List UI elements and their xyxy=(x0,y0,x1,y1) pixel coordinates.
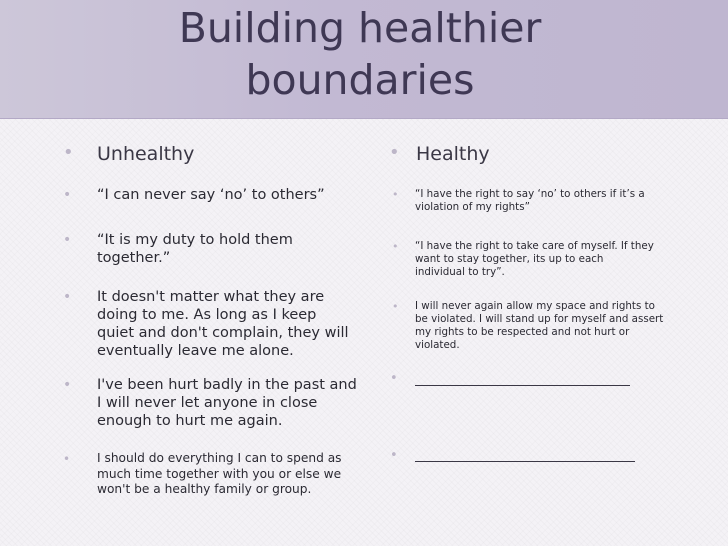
bullet-icon: • xyxy=(392,188,399,201)
bullet-icon: • xyxy=(390,371,398,386)
title-band xyxy=(0,0,728,119)
bullet-icon: • xyxy=(63,452,71,466)
left-heading: Unhealthy xyxy=(97,143,195,165)
bullet-icon: • xyxy=(390,448,398,463)
blank-line-2 xyxy=(415,461,635,462)
left-item-2: “It is my duty to hold them together.” xyxy=(97,232,293,266)
left-item-1: “I can never say ‘no’ to others” xyxy=(97,187,325,203)
left-item-4: I've been hurt badly in the past and I will never let anyone in close enough to hurt me again. xyxy=(97,377,357,429)
bullet-icon: • xyxy=(63,142,74,163)
bullet-icon: • xyxy=(63,187,72,203)
right-heading: Healthy xyxy=(416,143,490,165)
right-item-1: “I have the right to say ‘no’ to others if it’s a violation of my rights” xyxy=(415,188,645,213)
left-item-5: I should do everything I can to spend as much time together with you or else we won't be a healthy family or group. xyxy=(97,451,342,496)
bullet-icon: • xyxy=(63,377,72,393)
title-line-2: boundaries xyxy=(245,56,475,104)
right-item-2: “I have the right to take care of myself. If they want to stay together, its up to each individual to try”. xyxy=(415,240,654,278)
bullet-icon: • xyxy=(392,240,399,253)
bullet-icon: • xyxy=(389,142,400,163)
bullet-icon: • xyxy=(63,289,72,305)
slide-title xyxy=(70,2,650,106)
blank-line-1 xyxy=(415,385,630,386)
bullet-icon: • xyxy=(392,300,399,313)
right-item-3: I will never again allow my space and rights to be violated. I will stand up for myself and assert my rights to be respected and not hurt or violated. xyxy=(415,300,664,351)
bullet-icon: • xyxy=(63,232,72,248)
title-line-1: Building healthier xyxy=(178,4,542,52)
left-item-3: It doesn't matter what they are doing to me. As long as I keep quiet and don't complain, they will eventually leave me alone. xyxy=(97,289,349,359)
